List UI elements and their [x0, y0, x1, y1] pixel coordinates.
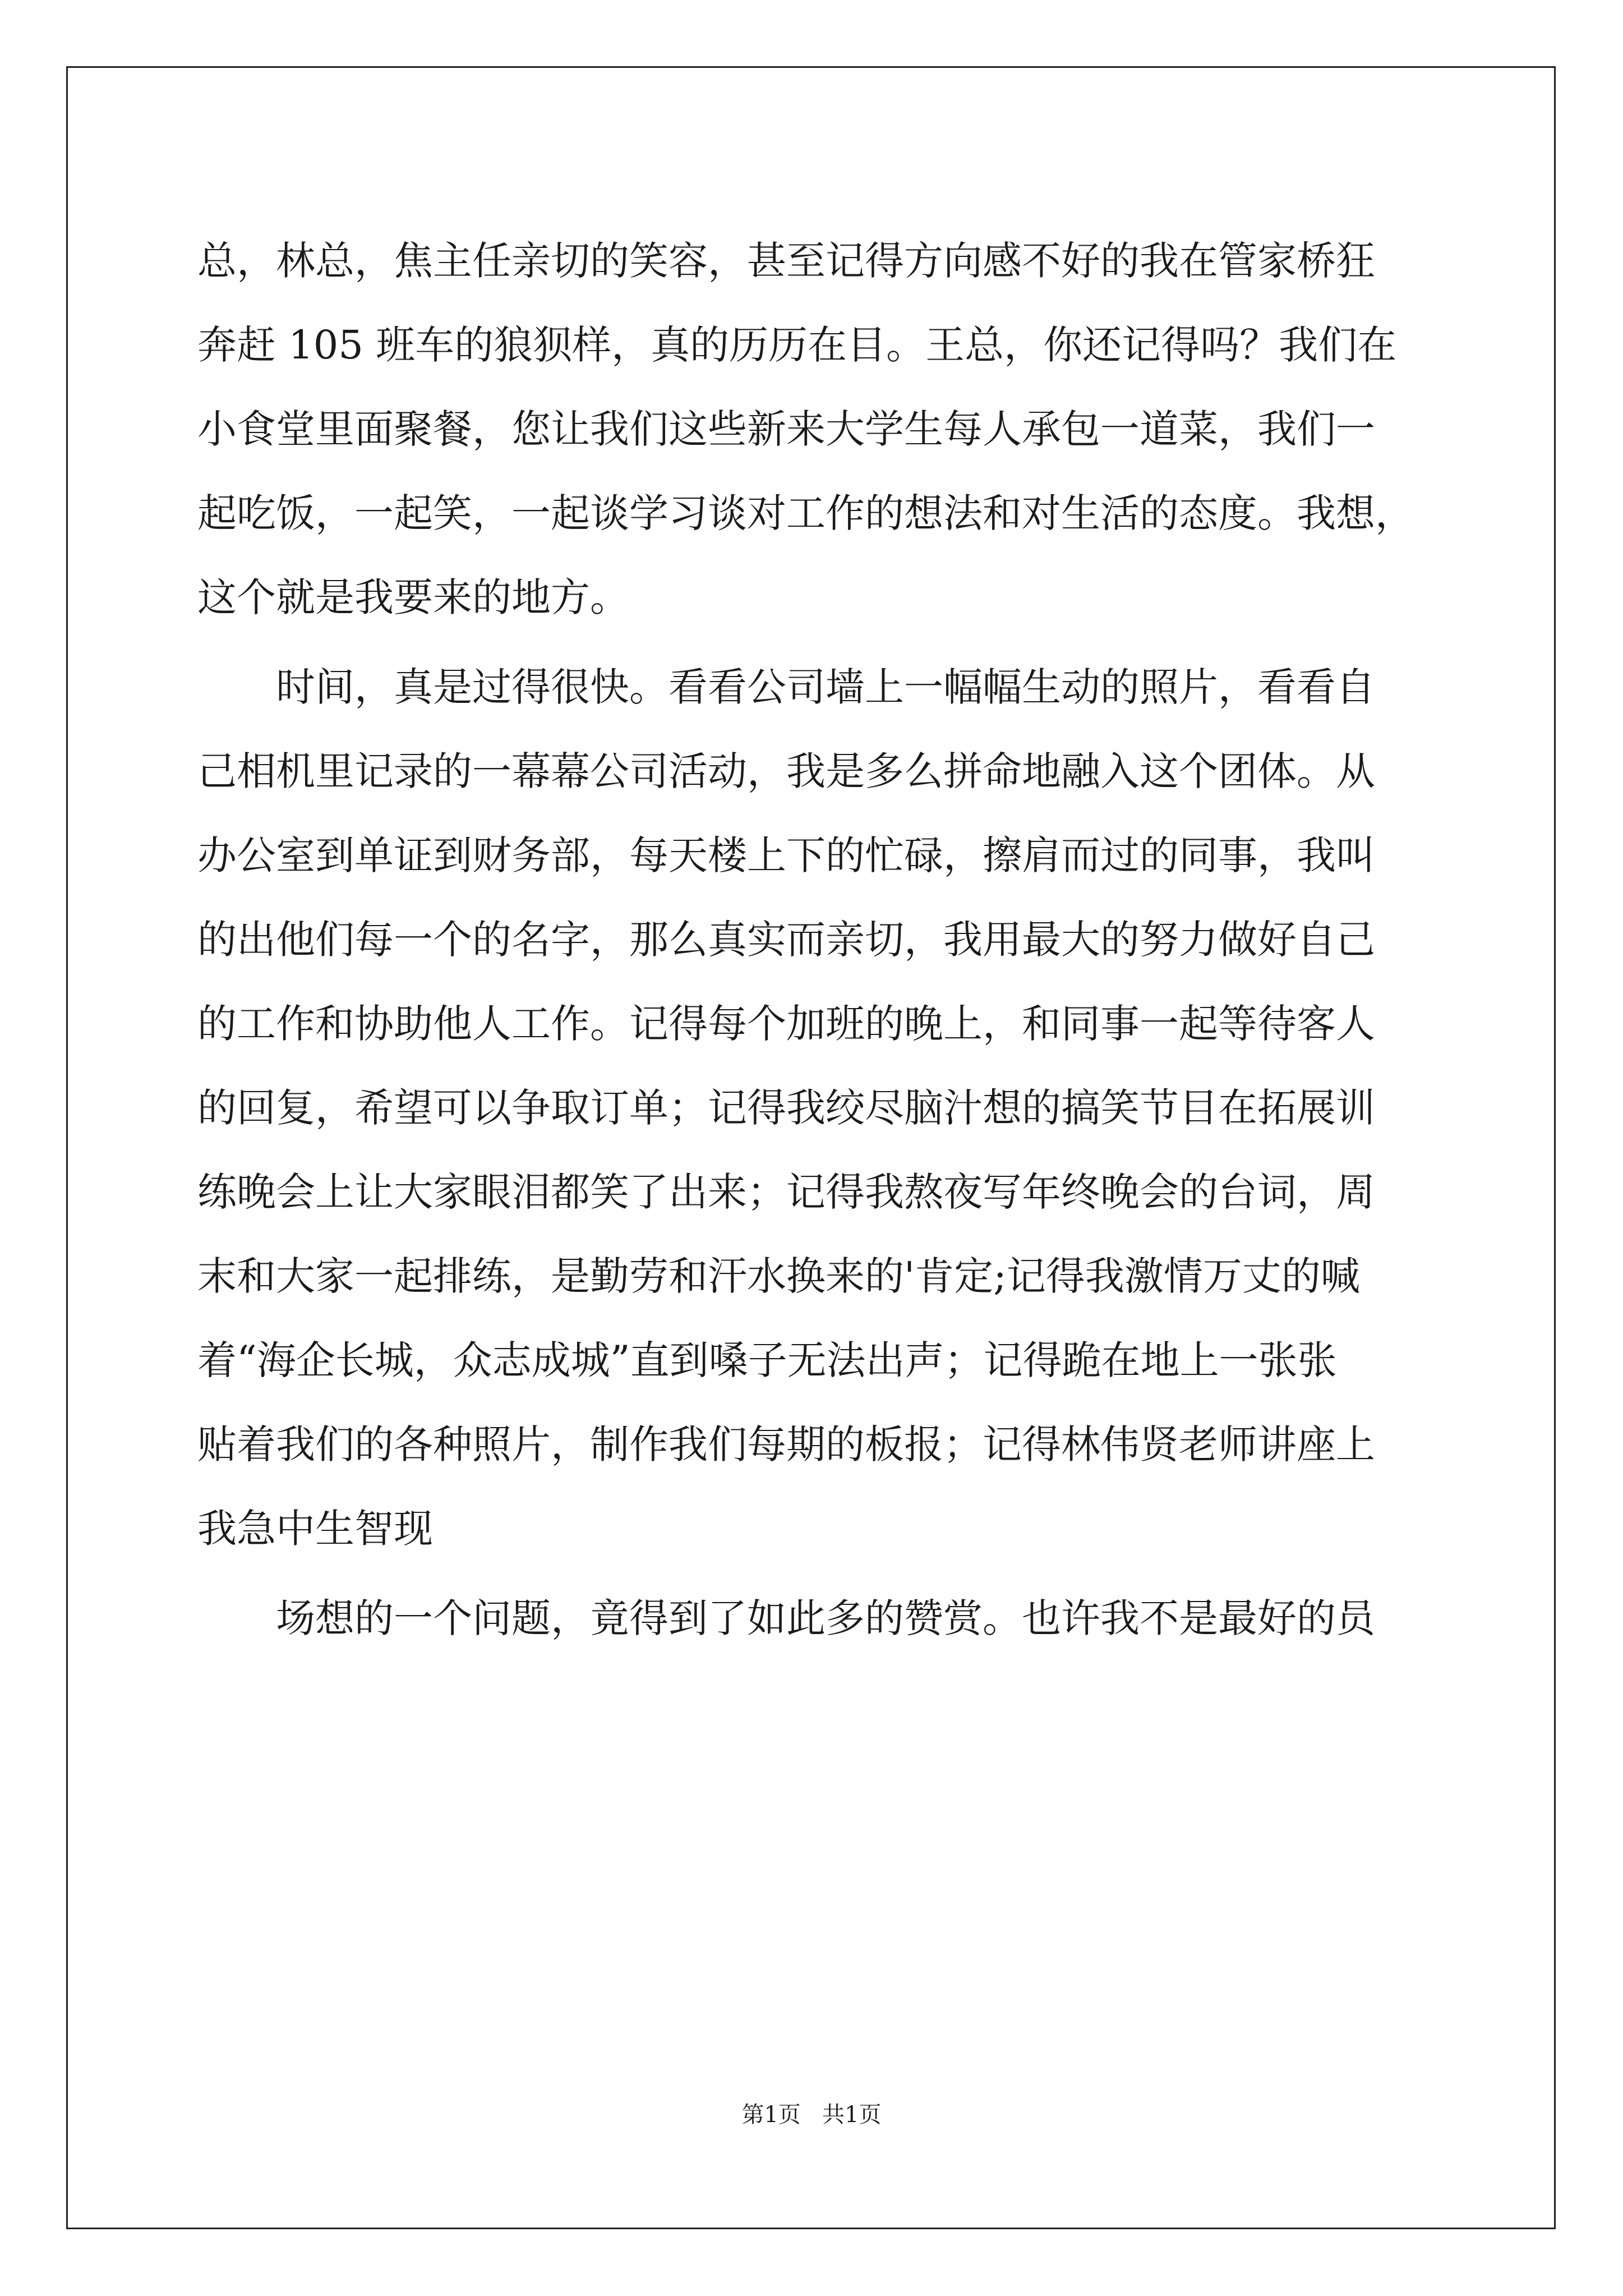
page-number-footer: 第1页 共1页: [741, 2102, 882, 2128]
paragraph-line: 小食堂里面聚餐，您让我们这些新来大学生每人承包一道菜，我们一: [197, 406, 1375, 452]
paragraph-line: 时间，真是过得很快。看看公司墙上一幅幅生动的照片，看看自: [197, 664, 1375, 710]
paragraph-line: 的回复，希望可以争取订单；记得我绞尽脑汁想的搞笑节目在拓展训: [197, 1085, 1375, 1131]
paragraph-line: 办公室到单证到财务部，每天楼上下的忙碌，擦肩而过的同事，我叫: [197, 832, 1375, 878]
paragraph-line: 起吃饭，一起笑，一起谈学习谈对工作的想法和对生活的态度。我想，: [197, 490, 1414, 536]
paragraph-line: 的工作和协助他人工作。记得每个加班的晚上，和同事一起等待客人: [197, 1001, 1375, 1047]
paragraph-line: 末和大家一起排练，是勤劳和汗水换来的'肯定;记得我激情万丈的喊: [197, 1253, 1360, 1299]
paragraph-line: 这个就是我要来的地方。: [197, 574, 629, 620]
paragraph-line: 着“海企长城，众志成城”直到嗓子无法出声；记得跪在地上一张张: [197, 1337, 1337, 1383]
paragraph-line: 的出他们每一个的名字，那么真实而亲切，我用最大的努力做好自己: [197, 917, 1375, 963]
paragraph-line: 我急中生智现: [197, 1506, 433, 1552]
paragraph-line: 练晚会上让大家眼泪都笑了出来；记得我熬夜写年终晚会的台词，周: [197, 1169, 1375, 1215]
paragraph-line: 总，林总，焦主任亲切的笑容，甚至记得方向感不好的我在管家桥狂: [197, 238, 1375, 284]
paragraph-line: 贴着我们的各种照片，制作我们每期的板报；记得林伟贤老师讲座上: [197, 1421, 1375, 1467]
paragraph-line: 奔赶 105 班车的狼狈样，真的历历在目。王总，你还记得吗？我们在: [197, 322, 1397, 368]
paragraph-line: 场想的一个问题，竟得到了如此多的赞赏。也许我不是最好的员: [197, 1595, 1375, 1641]
paragraph-line: 己相机里记录的一幕幕公司活动，我是多么拼命地融入这个团体。从: [197, 748, 1375, 794]
